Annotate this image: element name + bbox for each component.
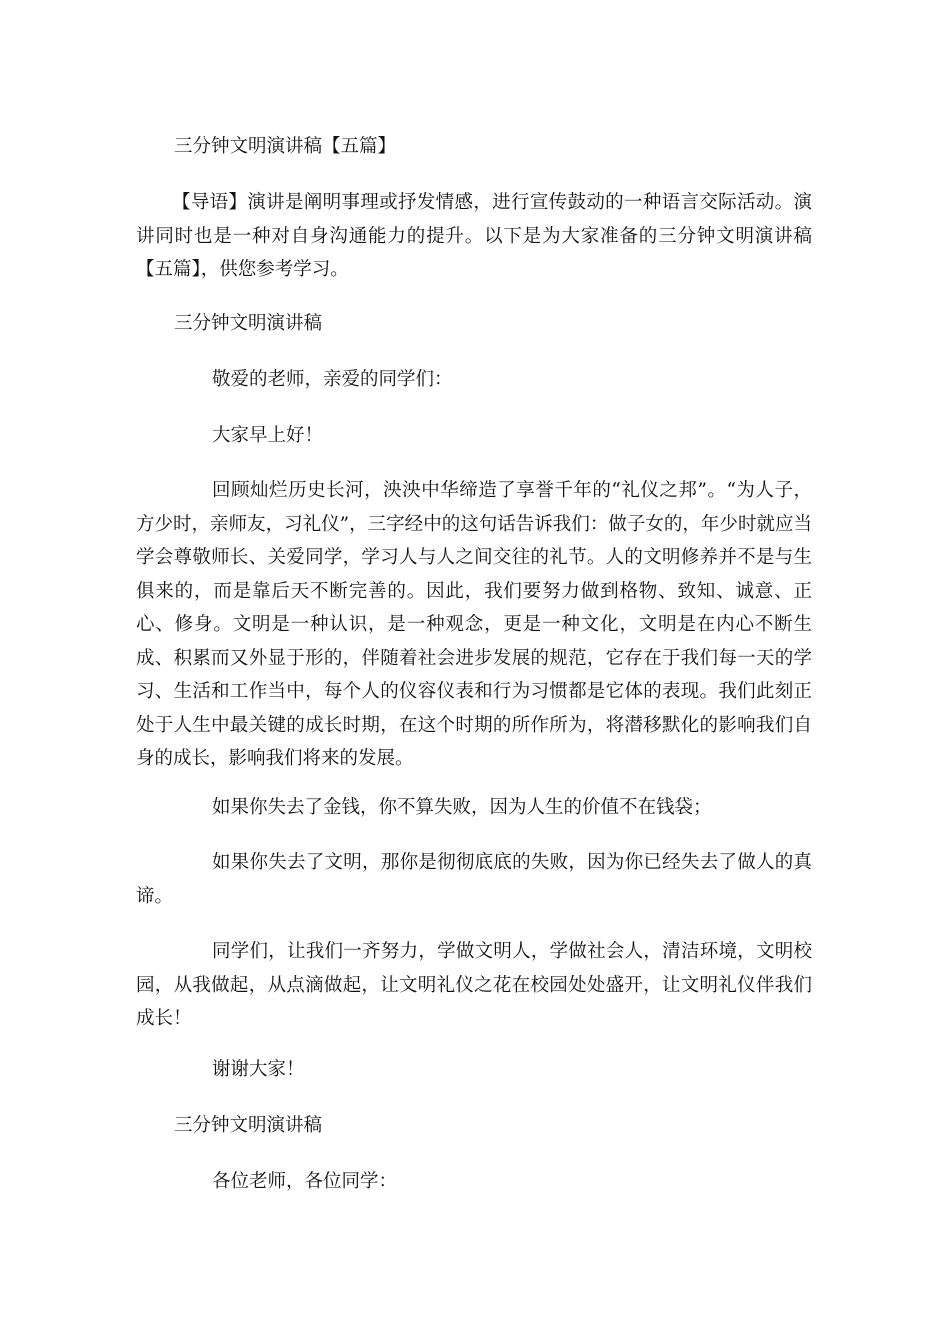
section-1-paragraph-3: 如果你失去了文明，那你是彻彻底底的失败，因为你已经失去了做人的真谛。	[136, 852, 812, 907]
section-1-greeting: 大家早上好！	[212, 425, 324, 446]
section-1-closing: 谢谢大家！	[212, 1059, 305, 1080]
document-title: 三分钟文明演讲稿【五篇】	[174, 136, 397, 157]
section-1-paragraph-2: 如果你失去了金钱，你不算失败，因为人生的价值不在钱袋；	[212, 797, 712, 818]
section-1-salutation: 敬爱的老师，亲爱的同学们：	[212, 369, 453, 390]
section-1-paragraph-4: 同学们，让我们一齐努力，学做文明人，学做社会人，清洁环境，文明校园，从我做起，从点滴做起，让文明礼仪之花在校园处处盛开，让文明礼仪伴我们成长！	[136, 941, 812, 1029]
section-1-paragraph-1: 回顾灿烂历史长河，泱泱中华缔造了享誉千年的“礼仪之邦”。“为人子，方少时，亲师友，习礼仪”，三字经中的这句话告诉我们：做子女的，年少时就应当学会尊敬师长、关爱同学，学习人与人之间交往的礼节。人的文明修养并不是与生俱来的，而是靠后天不断完善的。因此，我们要努力做到格物、致知、诚意、正心、修身。文明是一种认识，是一种观念，更是一种文化，文明是在内心不断生成、积累而又外显于形的，伴随着社会进步发展的规范，它存在于我们每一天的学习、生活和工作当中，每个人的仪容仪表和行为习惯都是它体的表现。我们此刻正处于人生中最关键的成长时期，在这个时期的所作所为，将潜移默化的影响我们自身的成长，影响我们将来的发展。	[136, 480, 812, 769]
intro-paragraph: 【导语】演讲是阐明事理或抒发情感，进行宣传鼓动的一种语言交际活动。演讲同时也是一种对自身沟通能力的提升。以下是为大家准备的三分钟文明演讲稿【五篇】，供您参考学习。	[136, 192, 812, 280]
section-1-heading: 三分钟文明演讲稿	[174, 313, 323, 334]
section-2-heading: 三分钟文明演讲稿	[174, 1115, 323, 1136]
section-2-salutation: 各位老师，各位同学：	[212, 1171, 398, 1192]
